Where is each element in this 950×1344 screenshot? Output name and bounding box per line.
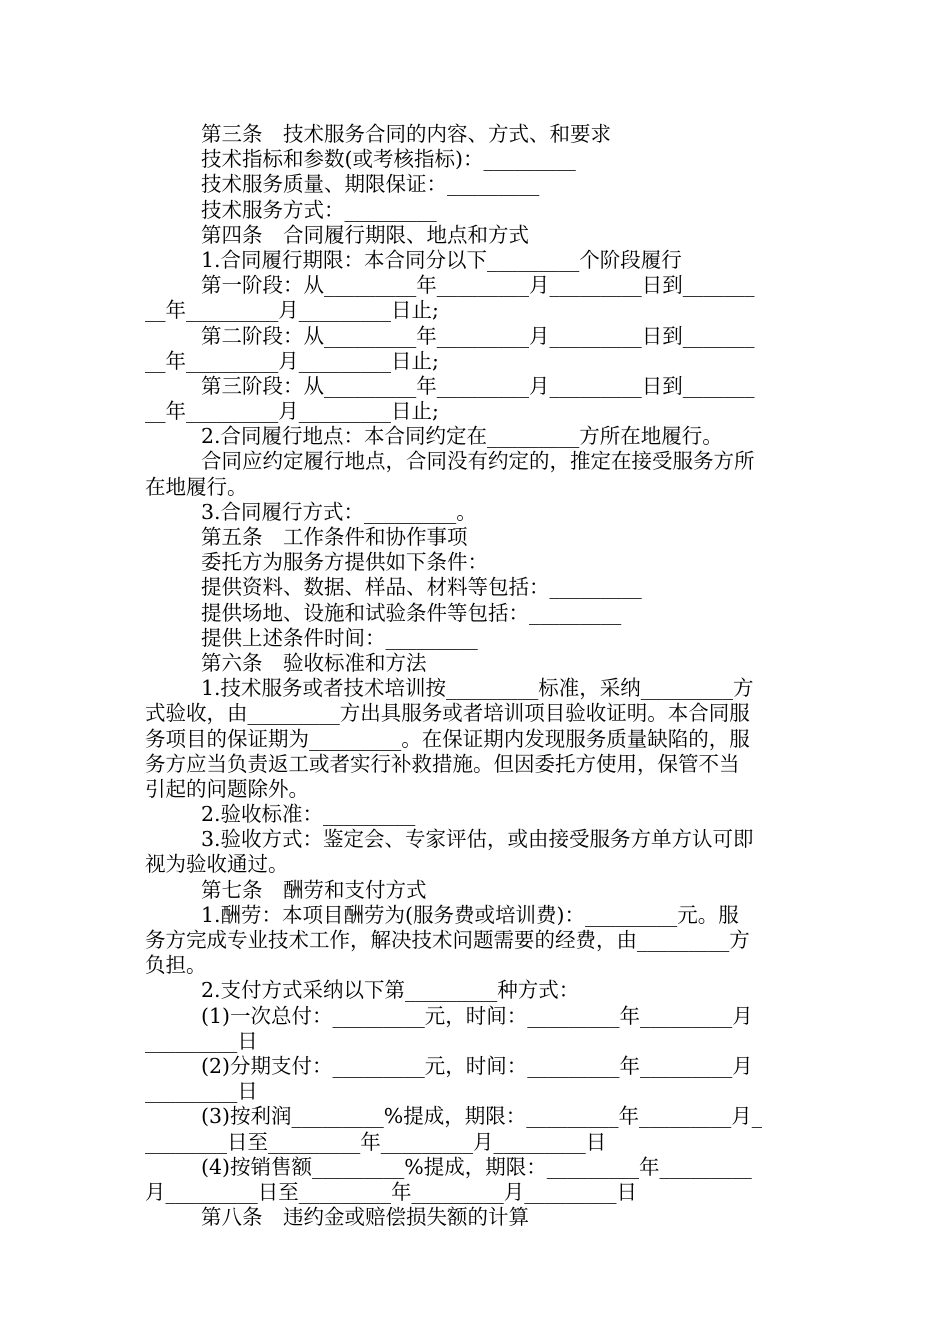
contract-text-line: 1.酬劳：本项目酬劳为(服务费或培训费)：_________元。服 (201, 902, 739, 927)
contract-text-line: 视为验收通过。 (145, 852, 289, 877)
contract-text-line: 2.支付方式采纳以下第_________种方式： (201, 978, 580, 1003)
contract-text-line: 合同应约定履行地点，合同没有约定的，推定在接受服务方所 (201, 449, 755, 474)
contract-text-line: 第二阶段：从_________年_________月_________日到_______ (201, 323, 755, 348)
contract-text-line: 第三阶段：从_________年_________月_________日到_______ (201, 373, 755, 398)
contract-text-line: 第四条 合同履行期限、地点和方式 (201, 222, 529, 247)
contract-text-line: 月_________日至_________年_________月_________日 (145, 1179, 637, 1204)
contract-text-line: 务方完成专业技术工作，解决技术问题需要的经费，由_________方 (145, 928, 750, 952)
contract-text-line: 提供场地、设施和试验条件等包括：_________ (201, 600, 622, 625)
contract-text-line: 1.技术服务或者技术培训按_________标准，采纳_________方 (201, 676, 754, 701)
contract-text-line: 委托方为服务方提供如下条件： (201, 550, 488, 575)
contract-text-line: 第七条 酬劳和支付方式 (201, 877, 427, 902)
contract-text-line: 技术服务质量、期限保证：_________ (201, 172, 540, 197)
contract-text-line: (1)一次总付：_________元，时间：_________年_________月 (201, 1003, 753, 1028)
contract-text-line: 第三条 技术服务合同的内容、方式、和要求 (201, 122, 611, 146)
contract-text-line: 提供上述条件时间：_________ (201, 625, 478, 650)
contract-text-line: 第六条 验收标准和方法 (201, 650, 427, 675)
contract-text-line: _________日 (145, 1079, 258, 1104)
contract-page (145, 122, 810, 1230)
contract-text-line: 第五条 工作条件和协作事项 (201, 525, 468, 549)
contract-text-line: 3.合同履行方式：_________。 (201, 499, 477, 524)
contract-text-line: 2.验收标准：_________ (201, 802, 416, 827)
contract-text-line: 在地履行。 (145, 474, 248, 499)
contract-text-line: __年_________月_________日止; (145, 399, 439, 424)
contract-text-line: __年_________月_________日止; (145, 298, 439, 323)
contract-text-line: (2)分期支付：_________元，时间：_________年_________月 (201, 1053, 753, 1078)
contract-text-line: (3)按利润_________%提成，期限：_________年_________月_ (201, 1104, 763, 1129)
contract-text-line: 3.验收方式：鉴定会、专家评估，或由接受服务方单方认可即 (201, 827, 754, 852)
contract-text-line: 式验收，由_________方出具服务或者培训项目验收证明。本合同服 (145, 701, 750, 726)
contract-text-line: 技术指标和参数(或考核指标)：_________ (201, 147, 576, 172)
contract-text-line: 第一阶段：从_________年_________月_________日到_______ (201, 273, 755, 298)
contract-text-line: _________日 (145, 1028, 258, 1053)
contract-text-line: 2.合同履行地点：本合同约定在_________方所在地履行。 (201, 424, 723, 449)
contract-text-line: 务项目的保证期为_________。在保证期内发现服务质量缺陷的，服 (145, 726, 750, 751)
contract-text-line: __年_________月_________日止; (145, 348, 439, 373)
contract-text-line: 提供资料、数据、样品、材料等包括：_________ (201, 575, 642, 600)
contract-text-line: 技术服务方式：_________ (201, 197, 437, 222)
contract-text-line: 1.合同履行期限：本合同分以下_________个阶段履行 (201, 247, 682, 272)
contract-text-line: 负担。 (145, 953, 207, 978)
contract-text-line: (4)按销售额_________%提成，期限：_________年_________ (201, 1154, 752, 1179)
contract-text-line: ________日至_________年_________月_________日 (145, 1129, 607, 1154)
contract-text-line: 务方应当负责返工或者实行补救措施。但因委托方使用，保管不当 (145, 751, 740, 776)
contract-text-line: 引起的问题除外。 (145, 776, 309, 801)
contract-text-line: 第八条 违约金或赔偿损失额的计算 (201, 1205, 529, 1230)
